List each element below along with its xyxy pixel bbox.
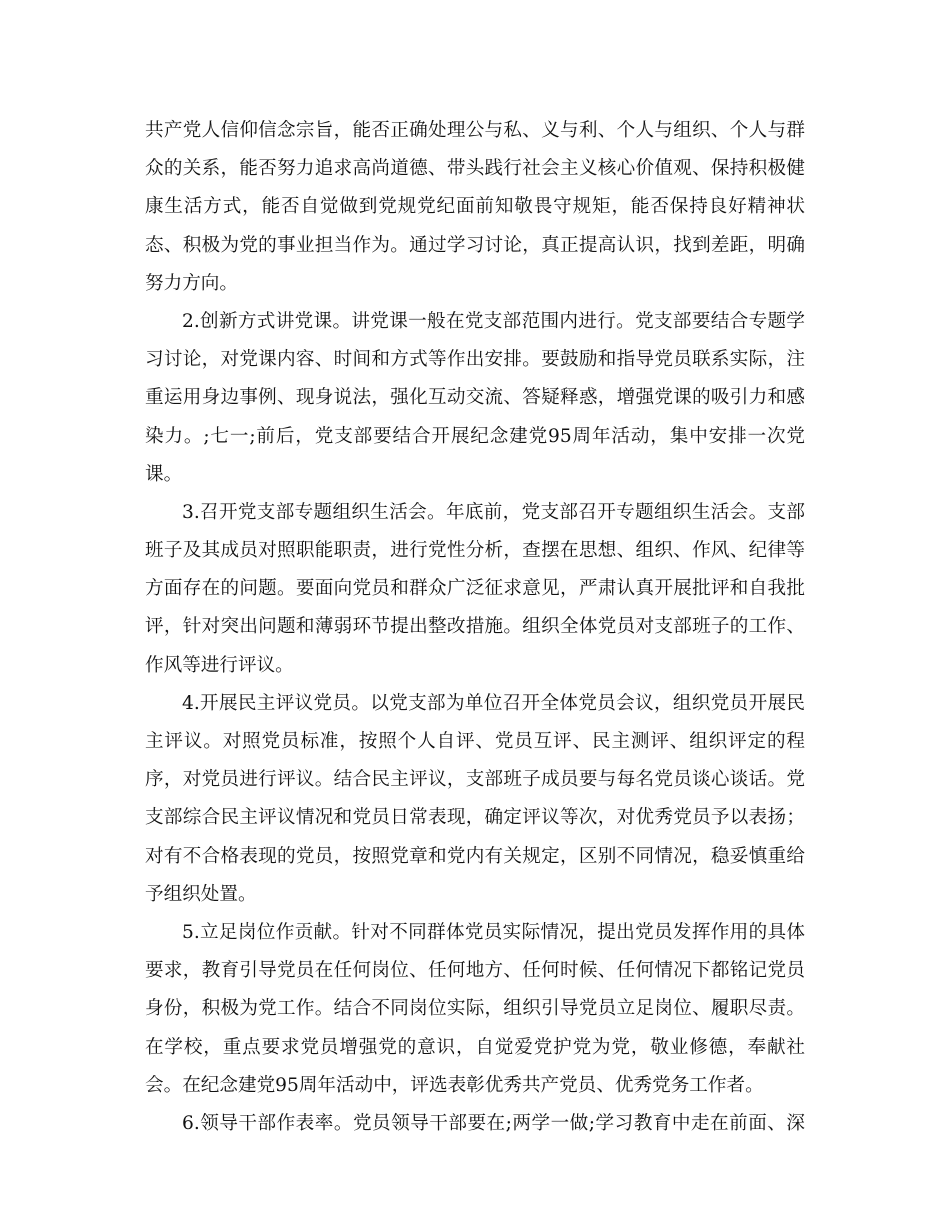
text-line: 对有不合格表现的党员，按照党章和党内有关规定，区别不同情况，稳妥慎重给 <box>145 845 805 867</box>
paragraph-3 <box>145 494 805 685</box>
paragraph-4 <box>145 685 805 914</box>
text-line: 课。 <box>145 463 183 485</box>
text-line: 身份，积极为党工作。结合不同岗位实际，组织引导党员立足岗位、履职尽责。 <box>145 998 805 1020</box>
text-line: 方面存在的问题。要面向党员和群众广泛征求意见，严肃认真开展批评和自我批 <box>145 578 805 600</box>
text-line: 5.立足岗位作贡献。针对不同群体党员实际情况，提出党员发挥作用的具体 <box>182 921 805 943</box>
document-body <box>145 112 805 1143</box>
text-line: 康生活方式，能否自觉做到党规党纪面前知敬畏守规矩，能否保持良好精神状 <box>145 196 805 218</box>
text-line: 序，对党员进行评议。结合民主评议，支部班子成员要与每名党员谈心谈话。党 <box>145 769 805 791</box>
text-line: 重运用身边事例、现身说法，强化互动交流、答疑释惑，增强党课的吸引力和感 <box>145 387 805 409</box>
paragraph-5 <box>145 914 805 1105</box>
text-line: 努力方向。 <box>145 272 238 294</box>
text-line: 评，针对突出问题和薄弱环节提出整改措施。组织全体党员对支部班子的工作、 <box>145 616 805 638</box>
text-line: 要求，教育引导党员在任何岗位、任何地方、任何时候、任何情况下都铭记党员 <box>145 960 805 982</box>
paragraph-1 <box>145 112 805 303</box>
paragraph-6 <box>145 1105 805 1143</box>
text-line: 班子及其成员对照职能职责，进行党性分析，查摆在思想、组织、作风、纪律等 <box>145 540 805 562</box>
text-line: 态、积极为党的事业担当作为。通过学习讨论，真正提高认识，找到差距，明确 <box>145 234 805 256</box>
text-line: 2.创新方式讲党课。讲党课一般在党支部范围内进行。党支部要结合专题学 <box>182 310 805 332</box>
text-line: 会。在纪念建党95周年活动中，评选表彰优秀共产党员、优秀党务工作者。 <box>145 1074 764 1096</box>
paragraph-2 <box>145 303 805 494</box>
text-line: 3.召开党支部专题组织生活会。年底前，党支部召开专题组织生活会。支部 <box>182 501 805 523</box>
text-line: 4.开展民主评议党员。以党支部为单位召开全体党员会议，组织党员开展民 <box>182 692 805 714</box>
text-line: 习讨论，对党课内容、时间和方式等作出安排。要鼓励和指导党员联系实际，注 <box>145 349 805 371</box>
text-line: 作风等进行评议。 <box>145 654 294 676</box>
text-line: 予组织处置。 <box>145 883 257 905</box>
text-line: 支部综合民主评议情况和党员日常表现，确定评议等次，对优秀党员予以表扬； <box>145 807 805 829</box>
text-line: 共产党人信仰信念宗旨，能否正确处理公与私、义与利、个人与组织、个人与群 <box>145 120 805 141</box>
text-line: 6.领导干部作表率。党员领导干部要在;两学一做;学习教育中走在前面、深 <box>182 1112 805 1134</box>
text-line: 染力。;七一;前后，党支部要结合开展纪念建党95周年活动，集中安排一次党 <box>145 425 805 447</box>
text-line: 在学校，重点要求党员增强党的意识，自觉爱党护党为党，敬业修德，奉献社 <box>145 1036 805 1058</box>
text-line: 主评议。对照党员标准，按照个人自评、党员互评、民主测评、组织评定的程 <box>145 731 805 752</box>
text-line: 众的关系，能否努力追求高尚道德、带头践行社会主义核心价值观、保持积极健 <box>145 158 805 180</box>
